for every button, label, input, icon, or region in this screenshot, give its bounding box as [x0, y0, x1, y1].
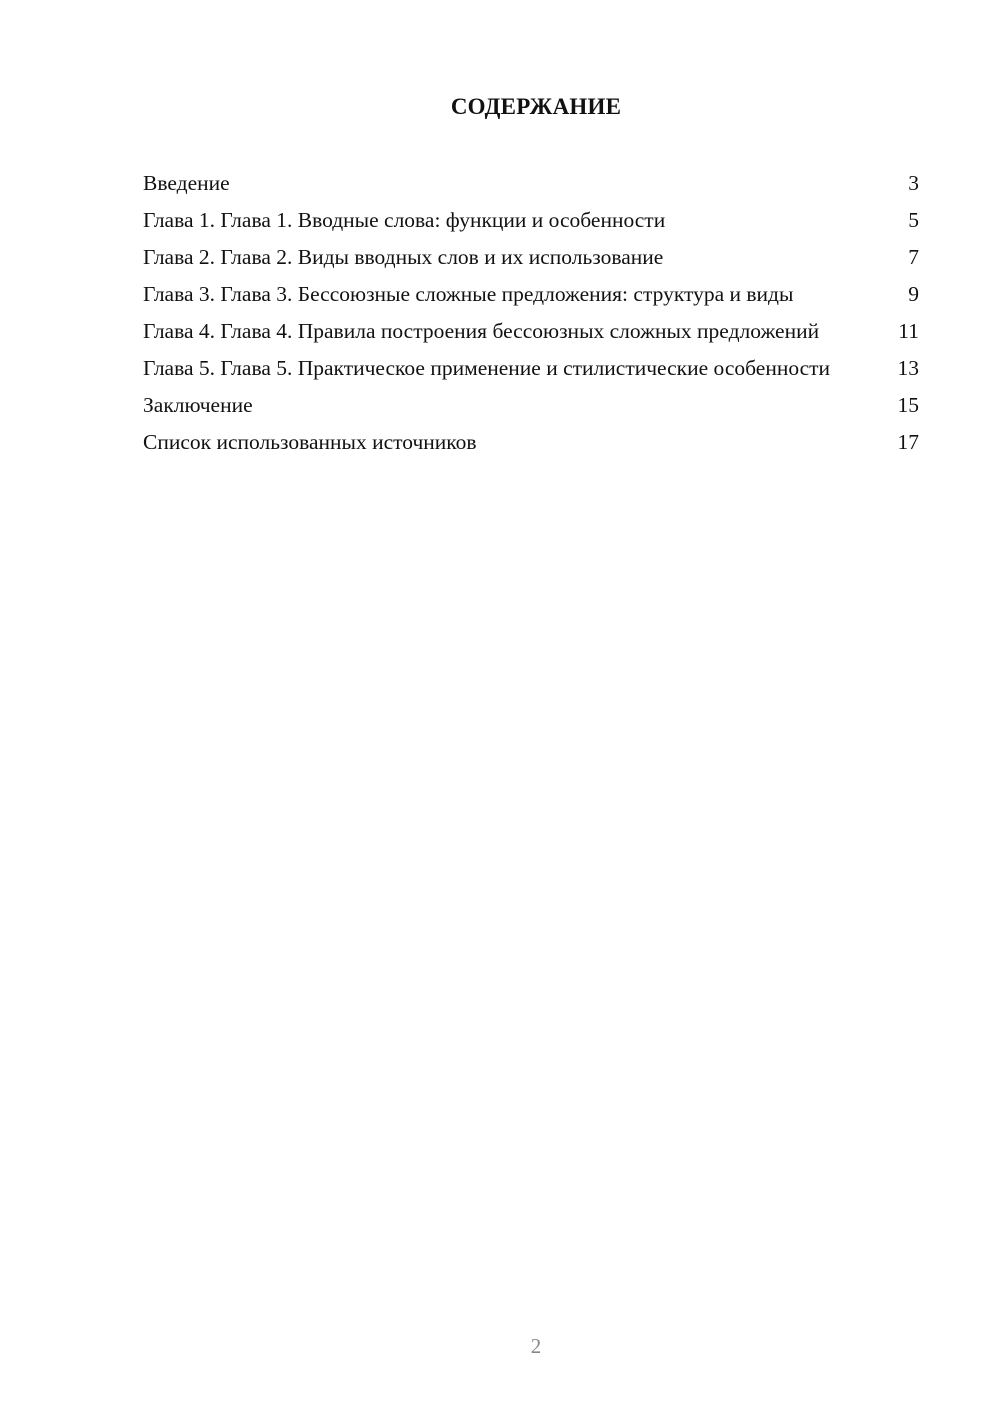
toc-entry-chapter-4 — [143, 318, 919, 344]
toc-entry-conclusion — [143, 392, 919, 418]
toc-entry-title: Глава 1. Глава 1. Вводные слова: функции и особенности — [143, 208, 666, 232]
toc-entry-page: 5 — [908, 208, 919, 232]
toc-entry-chapter-2 — [143, 244, 919, 270]
toc-entry-references — [143, 429, 919, 455]
toc-entry-page: 3 — [908, 171, 919, 195]
toc-entry-title: Глава 2. Глава 2. Виды вводных слов и их использование — [143, 245, 664, 269]
toc-entry-page: 17 — [897, 430, 919, 454]
page-title: СОДЕРЖАНИЕ — [450, 94, 622, 119]
toc-entry-chapter-5 — [143, 355, 919, 381]
toc-entry-title: Глава 4. Глава 4. Правила построения бессоюзных сложных предложений — [143, 319, 820, 343]
toc-entry-page: 7 — [908, 245, 919, 269]
toc-entry-chapter-3 — [143, 281, 919, 307]
toc-entry-chapter-1 — [143, 207, 919, 233]
toc-entry-title: Заключение — [143, 393, 253, 417]
toc-entry-page: 15 — [897, 393, 919, 417]
toc-entry-page: 13 — [897, 356, 919, 380]
toc-entry-introduction — [143, 170, 919, 196]
toc-entry-title: Список использованных источников — [143, 430, 477, 454]
page-number: 2 — [530, 1334, 542, 1358]
toc-entry-page: 9 — [908, 282, 919, 306]
toc-entry-title: Глава 5. Глава 5. Практическое применение и стилистические особенности — [143, 356, 831, 380]
toc-entry-page: 11 — [898, 319, 919, 343]
toc-entry-title: Глава 3. Глава 3. Бессоюзные сложные предложения: структура и виды — [143, 282, 794, 306]
toc-entry-title: Введение — [143, 171, 230, 195]
table-of-contents — [143, 170, 919, 466]
